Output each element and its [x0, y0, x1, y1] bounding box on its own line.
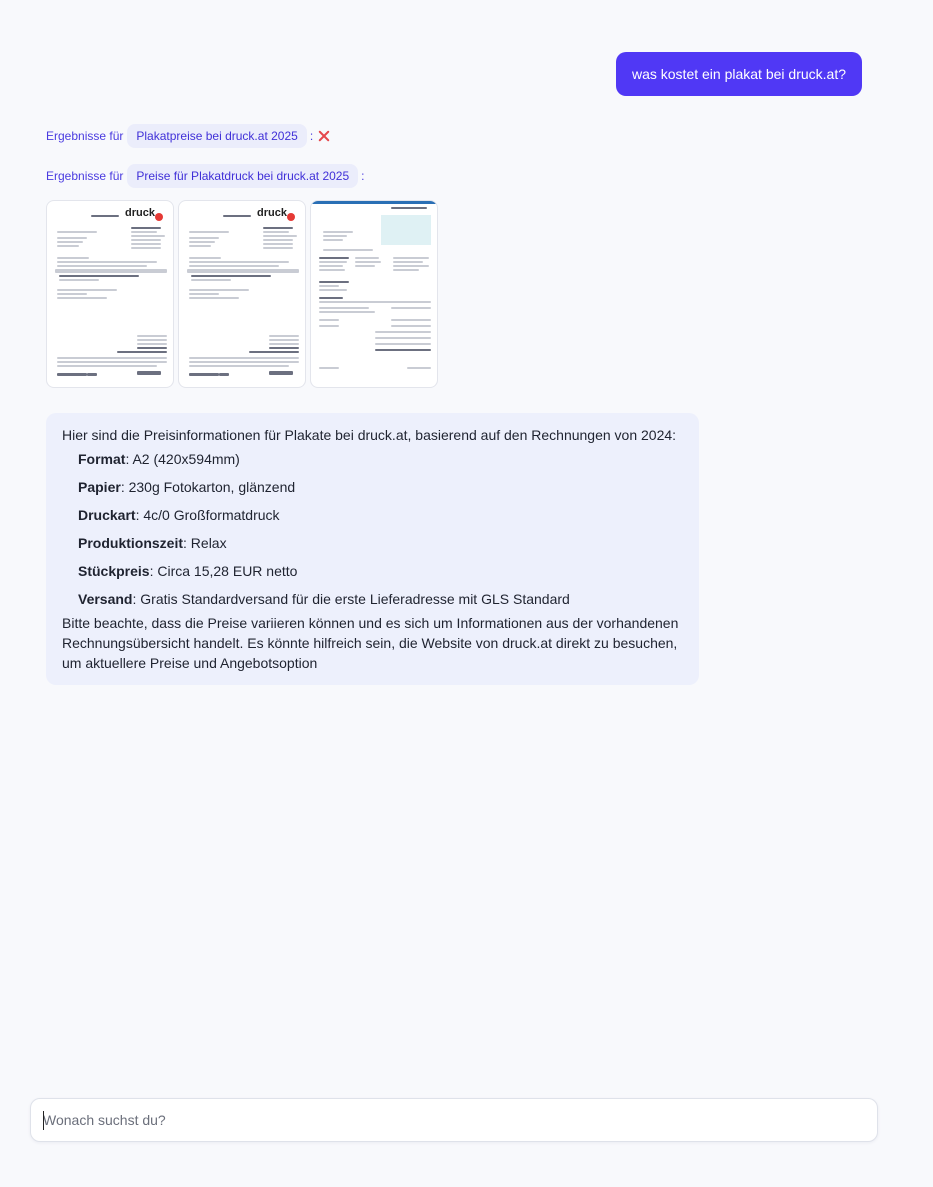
thumbnail-text-line [189, 241, 215, 243]
thumbnail-text-line [131, 235, 165, 237]
thumbnail-text-line [59, 279, 99, 281]
list-item [78, 477, 683, 497]
thumbnail-text-line [375, 337, 431, 339]
thumbnail-text-line [263, 235, 297, 237]
query-chip[interactable]: Preise für Plakatdruck bei druck.at 2025 [127, 164, 358, 188]
thumbnail-text-line [319, 301, 431, 303]
thumbnail-text-line [319, 289, 347, 291]
thumbnail-text-line [189, 245, 211, 247]
thumbnail-text-line [189, 297, 239, 299]
thumbnail-text-line [187, 269, 299, 273]
thumbnail-text-line [59, 275, 139, 277]
thumbnail-text-line [137, 335, 167, 337]
thumbnail-text-line [263, 243, 293, 245]
thumbnail-text-line [263, 227, 293, 229]
thumbnail-text-line [391, 207, 427, 209]
logo-dot-icon [155, 213, 163, 221]
item-label: Stückpreis [78, 563, 150, 579]
item-label: Papier [78, 479, 121, 495]
thumbnail-text-line [57, 361, 167, 363]
thumbnail-text-line [319, 261, 347, 263]
thumbnail-text-line [319, 265, 343, 267]
thumbnail-text-line [375, 331, 431, 333]
thumbnail-text-line [57, 373, 87, 376]
list-item [78, 449, 683, 469]
thumbnail-text-line [189, 257, 221, 259]
thumbnail-address-box [381, 215, 431, 245]
thumbnail-text-line [189, 293, 219, 295]
thumbnail-text-line [323, 239, 343, 241]
thumbnail-text-line [269, 343, 299, 345]
thumbnail-text-line [189, 361, 299, 363]
search-result-line [46, 124, 330, 148]
list-item [78, 561, 683, 581]
item-label: Druckart [78, 507, 136, 523]
item-label: Format [78, 451, 126, 467]
thumbnail-text-line [355, 261, 381, 263]
thumbnail-text-line [57, 357, 167, 359]
thumbnail-text-line [223, 215, 251, 217]
thumbnail-text-line [57, 241, 83, 243]
thumbnail-text-line [269, 335, 299, 337]
user-message-bubble: was kostet ein plakat bei druck.at? [616, 52, 862, 96]
thumbnail-text-line [319, 297, 343, 299]
thumbnail-text-line [319, 311, 375, 313]
thumbnail-text-line [323, 249, 373, 251]
thumbnail-text-line [91, 215, 119, 217]
thumbnail-text-line [189, 357, 299, 359]
thumbnail-text-line [137, 343, 167, 345]
thumbnail-text-line [189, 261, 289, 263]
thumbnail-text-line [189, 289, 249, 291]
thumbnail-text-line [323, 231, 353, 233]
invoice-thumbnail[interactable] [310, 200, 438, 388]
thumbnail-text-line [319, 319, 339, 321]
search-result-line [46, 164, 365, 188]
thumbnail-text-line [57, 261, 157, 263]
item-value: : Circa 15,28 EUR netto [149, 563, 298, 579]
thumbnail-text-line [269, 339, 299, 341]
query-chip[interactable]: Plakatpreise bei druck.at 2025 [127, 124, 306, 148]
thumbnail-text-line [269, 371, 293, 375]
thumbnail-text-line [131, 243, 161, 245]
thumbnail-logo: druck [257, 207, 287, 219]
thumbnail-text-line [57, 297, 107, 299]
thumbnail-logo: druck [125, 207, 155, 219]
thumbnail-text-line [57, 231, 97, 233]
result-prefix: Ergebnisse für [46, 129, 124, 143]
item-value: : 4c/0 Großformatdruck [135, 507, 280, 523]
thumbnail-text-line [319, 307, 369, 309]
text-caret [43, 1111, 44, 1130]
thumbnail-text-line [189, 365, 289, 367]
thumbnail-text-line [57, 237, 87, 239]
thumbnail-header-line [311, 201, 437, 204]
item-value: : A2 (420x594mm) [125, 451, 240, 467]
invoice-thumbnail[interactable] [178, 200, 306, 388]
thumbnail-text-line [375, 349, 431, 351]
thumbnail-text-line [191, 275, 271, 277]
thumbnail-text-line [189, 237, 219, 239]
result-suffix: : [361, 169, 365, 183]
thumbnail-text-line [55, 269, 167, 273]
thumbnail-text-line [57, 245, 79, 247]
thumbnail-text-line [319, 281, 349, 283]
thumbnail-text-line [263, 239, 293, 241]
thumbnail-text-line [137, 347, 167, 349]
thumbnail-text-line [131, 239, 161, 241]
item-label: Versand [78, 591, 133, 607]
thumbnail-text-line [391, 307, 431, 309]
result-suffix: : [309, 129, 314, 143]
thumbnail-text-line [57, 365, 157, 367]
thumbnail-text-line [191, 279, 231, 281]
thumbnail-text-line [319, 325, 339, 327]
invoice-thumbnail[interactable] [46, 200, 174, 388]
search-input[interactable] [31, 1099, 877, 1141]
answer-intro: Hier sind die Preisinformationen für Plakate bei druck.at, basierend auf den Rechnungen von 2024: [62, 427, 677, 443]
thumbnail-text-line [319, 367, 339, 369]
thumbnail-text-line [393, 265, 429, 267]
thumbnail-text-line [263, 231, 289, 233]
thumbnail-text-line [57, 257, 89, 259]
thumbnail-text-line [189, 265, 279, 267]
thumbnail-text-line [57, 293, 87, 295]
list-item [78, 589, 683, 609]
thumbnail-text-line [57, 289, 117, 291]
thumbnail-text-line [393, 261, 423, 263]
search-box[interactable] [30, 1098, 878, 1142]
thumbnail-text-line [189, 231, 229, 233]
list-item [78, 533, 683, 553]
thumbnail-text-line [219, 373, 229, 376]
thumbnail-text-line [391, 325, 431, 327]
thumbnail-text-line [319, 257, 349, 259]
thumbnail-text-line [269, 347, 299, 349]
thumbnail-text-line [131, 247, 161, 249]
result-thumbnails [46, 200, 438, 388]
thumbnail-text-line [87, 373, 97, 376]
thumbnail-text-line [393, 269, 419, 271]
thumbnail-text-line [131, 231, 157, 233]
list-item [78, 505, 683, 525]
thumbnail-text-line [407, 367, 431, 369]
thumbnail-text-line [189, 373, 219, 376]
thumbnail-text-line [393, 257, 429, 259]
thumbnail-text-line [319, 269, 345, 271]
close-icon[interactable] [318, 130, 330, 142]
thumbnail-text-line [319, 285, 339, 287]
thumbnail-text-line [323, 235, 347, 237]
result-prefix: Ergebnisse für [46, 169, 124, 183]
item-value: : Gratis Standardversand für die erste Lieferadresse mit GLS Standard [132, 591, 570, 607]
thumbnail-text-line [375, 343, 431, 345]
item-label: Produktionszeit [78, 535, 184, 551]
thumbnail-text-line [137, 339, 167, 341]
thumbnail-text-line [249, 351, 299, 353]
thumbnail-text-line [117, 351, 167, 353]
thumbnail-text-line [263, 247, 293, 249]
item-value: : 230g Fotokarton, glänzend [120, 479, 296, 495]
answer-list [62, 449, 683, 609]
thumbnail-text-line [355, 265, 375, 267]
item-value: : Relax [183, 535, 227, 551]
thumbnail-text-line [57, 265, 147, 267]
thumbnail-text-line [131, 227, 161, 229]
logo-dot-icon [287, 213, 295, 221]
thumbnail-text-line [355, 257, 379, 259]
answer-outro: Bitte beachte, dass die Preise variieren können und es sich um Informationen aus der vorhandenen Rechnungsübersicht handelt. Es könnte hilfreich sein, die Website von druck.at direkt zu besuchen, um aktuellere Preise und Angebotsoption [62, 615, 679, 671]
assistant-answer [46, 413, 699, 685]
thumbnail-text-line [391, 319, 431, 321]
thumbnail-text-line [137, 371, 161, 375]
